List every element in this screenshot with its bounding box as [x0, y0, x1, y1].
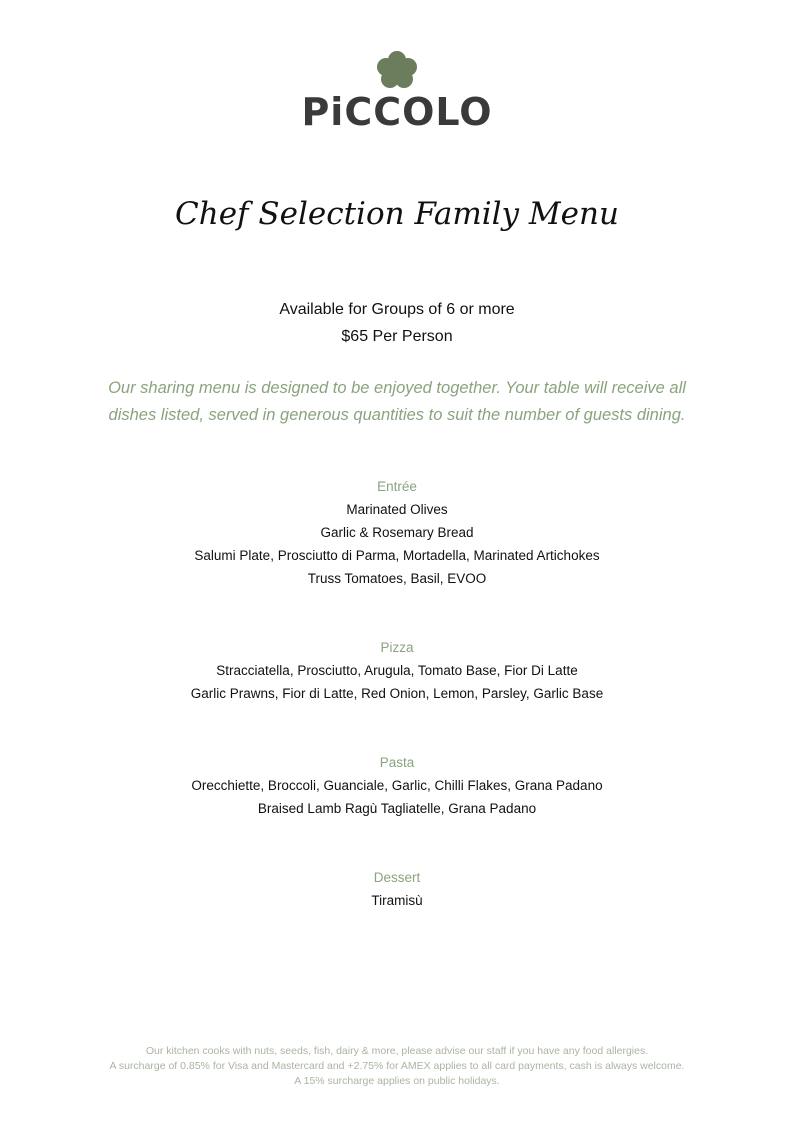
intro-text: [90, 375, 704, 429]
allergy-note: Our kitchen cooks with nuts, seeds, fish, dairy & more, please advise our staff if you have any food allergies.: [145, 1045, 649, 1057]
holiday-note: A 15% surcharge applies on public holidays.: [294, 1075, 500, 1087]
logo-wordmark: PiCCOLO: [301, 90, 493, 134]
section-title: Dessert: [373, 870, 421, 885]
menu-title: Chef Selection Family Menu: [175, 196, 619, 232]
section-title: Pizza: [380, 640, 414, 655]
menu-item: Stracciatella, Prosciutto, Arugula, Tomato Base, Fior Di Latte: [216, 663, 578, 678]
menu-item: Garlic & Rosemary Bread: [320, 525, 474, 540]
section-entree: [0, 475, 794, 590]
footer-notes: [60, 1044, 734, 1089]
intro-line: dishes listed, served in generous quantities to suit the number of guests dining.: [108, 406, 686, 424]
menu-item: Orecchiette, Broccoli, Guanciale, Garlic, Chilli Flakes, Grana Padano: [191, 778, 603, 793]
intro-line: Our sharing menu is designed to be enjoyed together. Your table will receive all: [108, 379, 686, 397]
menu-item: Garlic Prawns, Fior di Latte, Red Onion, Lemon, Parsley, Garlic Base: [190, 686, 604, 701]
section-pasta: [0, 751, 794, 820]
menu-item: Tiramisù: [371, 893, 423, 908]
availability-groups: Available for Groups of 6 or more: [279, 301, 515, 318]
flower-icon: [375, 50, 419, 90]
surcharge-note: A surcharge of 0.85% for Visa and Mastercard and +2.75% for AMEX applies to all card payments, cash is always welcome.: [109, 1060, 685, 1072]
section-title: Pasta: [379, 755, 415, 770]
menu-item: Truss Tomatoes, Basil, EVOO: [307, 571, 487, 586]
menu-item: Salumi Plate, Prosciutto di Parma, Mortadella, Marinated Artichokes: [194, 548, 600, 563]
availability-price: $65 Per Person: [341, 328, 453, 345]
section-title: Entrée: [377, 479, 417, 494]
logo: [0, 50, 794, 132]
menu-item: Braised Lamb Ragù Tagliatelle, Grana Padano: [257, 801, 537, 816]
availability: [0, 296, 794, 350]
section-dessert: [0, 866, 794, 912]
menu-item: Marinated Olives: [346, 502, 448, 517]
section-pizza: [0, 636, 794, 705]
